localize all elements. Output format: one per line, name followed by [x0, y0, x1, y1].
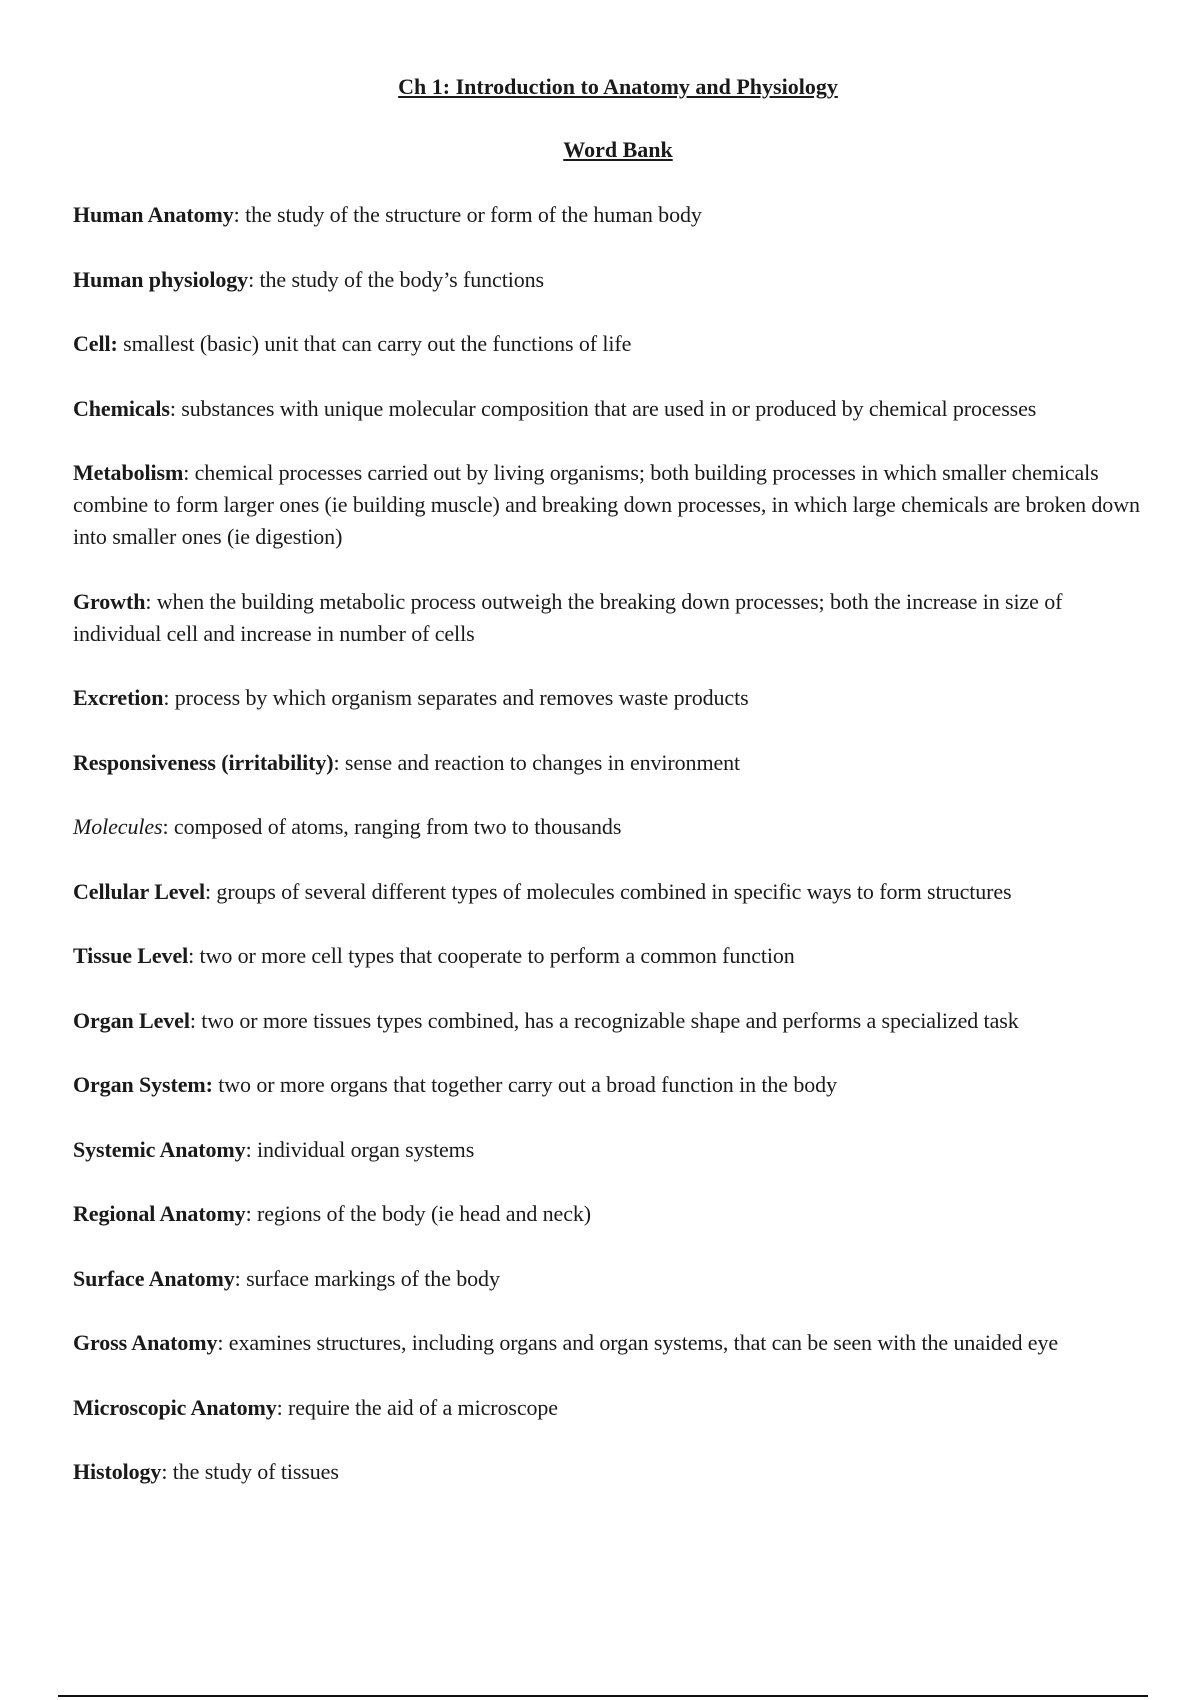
entry-term: Cellular Level — [73, 878, 206, 904]
word-bank-entry — [73, 1198, 1153, 1230]
entry-definition: : regions of the body (ie head and neck) — [245, 1201, 592, 1226]
word-bank-entry — [73, 747, 1153, 779]
entry-term: Histology — [73, 1459, 162, 1484]
word-bank-entry — [73, 264, 1153, 296]
word-bank-entry — [73, 393, 1153, 425]
entry-term: Cell: — [73, 331, 118, 356]
entry-term: Growth — [73, 588, 146, 614]
entry-definition: : groups of several different types of molecules combined in specific ways to form structures — [205, 878, 1012, 904]
word-bank-entry — [73, 1134, 1153, 1166]
entry-definition: smallest (basic) unit that can carry out the functions of life — [117, 331, 632, 356]
word-bank-list — [73, 199, 1153, 1521]
entry-term: Organ Level — [73, 1007, 190, 1033]
entry-definition: : composed of atoms, ranging from two to thousands — [162, 814, 622, 839]
entry-definition: : individual organ systems — [245, 1136, 475, 1162]
entry-definition: : substances with unique molecular composition that are used in or produced by chemical processes — [169, 395, 1037, 421]
entry-term: Microscopic Anatomy — [73, 1394, 277, 1420]
entry-term: Surface Anatomy — [73, 1265, 235, 1291]
footer-divider — [58, 1695, 1148, 1697]
entry-definition: : process by which organism separates and removes waste products — [163, 685, 749, 710]
entry-term: Tissue Level — [73, 943, 189, 968]
word-bank-entry — [73, 1263, 1153, 1295]
entry-definition: : surface markings of the body — [234, 1265, 500, 1291]
word-bank-entry — [73, 586, 1153, 650]
entry-definition: : two or more cell types that cooperate to perform a common function — [188, 943, 795, 968]
entry-definition: : require the aid of a microscope — [276, 1394, 558, 1420]
word-bank-heading: Word Bank — [563, 137, 673, 162]
word-bank-entry — [73, 457, 1153, 553]
entry-definition: : sense and reaction to changes in environment — [333, 749, 741, 775]
word-bank-entry — [73, 811, 1153, 843]
entry-term: Systemic Anatomy — [73, 1136, 246, 1162]
entry-term: Regional Anatomy — [73, 1201, 246, 1226]
word-bank-entry — [73, 876, 1153, 908]
entry-definition: : when the building metabolic process outweigh the breaking down processes; both the increase in size of individual cell and increase in number of cells — [73, 588, 1063, 646]
word-bank-entry — [73, 682, 1153, 714]
entry-definition: : the study of the body’s functions — [248, 266, 544, 292]
entry-term: Human physiology — [73, 266, 249, 292]
entry-definition: : the study of the structure or form of the human body — [233, 202, 702, 227]
entry-term: Excretion — [73, 685, 164, 710]
entry-term: Chemicals — [73, 395, 170, 421]
word-bank-entry — [73, 1005, 1153, 1037]
entry-definition: : examines structures, including organs and organ systems, that can be seen with the unaided eye — [217, 1330, 1059, 1355]
entry-term: Human Anatomy — [73, 202, 234, 227]
word-bank-entry — [73, 1327, 1153, 1359]
entry-term: Organ System: — [73, 1072, 213, 1097]
entry-definition: : the study of tissues — [161, 1459, 339, 1484]
entry-definition: : two or more tissues types combined, has a recognizable shape and performs a specialized task — [189, 1007, 1019, 1033]
entry-definition: two or more organs that together carry out a broad function in the body — [212, 1072, 837, 1097]
entry-term: Responsiveness (irritability) — [73, 749, 334, 775]
word-bank-entry — [73, 328, 1153, 360]
entry-definition: : chemical processes carried out by living organisms; both building processes in which smaller chemicals combine to form larger ones (ie building muscle) and breaking down processes, in which large chemicals are broken down into smaller ones (ie digestion) — [73, 460, 1140, 549]
word-bank-entry — [73, 1069, 1153, 1101]
entry-term: Metabolism — [73, 460, 184, 485]
entry-term: Molecules — [73, 814, 163, 839]
entry-term: Gross Anatomy — [73, 1330, 218, 1355]
word-bank-entry — [73, 1456, 1153, 1488]
word-bank-entry — [73, 1392, 1153, 1424]
word-bank-entry — [73, 199, 1153, 231]
word-bank-entry — [73, 940, 1153, 972]
document-title: Ch 1: Introduction to Anatomy and Physiology — [398, 74, 838, 99]
